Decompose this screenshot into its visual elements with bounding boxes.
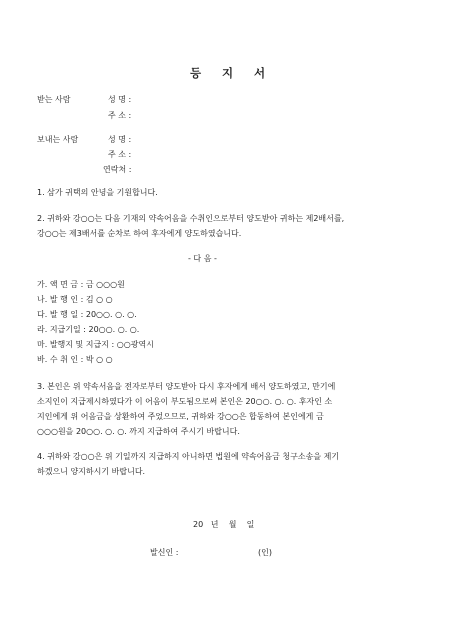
sender-address-label: 주 소 : [108, 150, 132, 159]
title-char-2: 지 [222, 66, 234, 80]
paragraph-3-line-4: ○○○원을 20○○. ○. ○. 까지 지급하여 주시기 바랍니다. [37, 427, 240, 436]
title-char-1: 등 [190, 66, 202, 80]
paragraph-4-line-2: 하겠으니 양지하시기 바랍니다. [37, 467, 146, 476]
paragraph-3-line-1: 3. 본인은 위 약속서음을 전자로부터 양도받아 다시 후자에게 배서 양도하였고, 만기에 [37, 382, 336, 391]
item-due-date: 라. 지급기일 : 20○○. ○. ○. [37, 325, 140, 334]
document-title [0, 68, 450, 82]
paragraph-3-line-2: 소지인이 지급제시하였다가 이 어음이 부도됨으로써 본인은 20○○. ○. ○. 후자인 소 [37, 397, 333, 406]
paragraph-2-line-2: 강○○는 제3배서를 순차로 하여 후자에게 양도하였습니다. [37, 229, 242, 238]
sender-name-label: 성 명 : [108, 135, 132, 144]
paragraph-3-line-3: 지인에게 위 어음금을 상환하여 주었으므로, 귀하와 강○○은 합동하여 본인에게 금 [37, 412, 324, 421]
paragraph-4-line-1: 4. 귀하와 강○○은 위 기일까지 지급하지 아니하면 법원에 약속어음금 청구소송을 제기 [37, 452, 340, 461]
sender-contact-label: 연락처 : [103, 165, 132, 174]
paragraph-2-line-1: 2. 귀하와 강○○는 다음 기재의 약속어음을 수취인으로부터 양도받아 귀하는 제2배서를, [37, 214, 345, 223]
items-heading: - 다 음 - [188, 254, 217, 263]
sender-signature-label: 발신인 : [150, 548, 179, 557]
item-issuer: 나. 발 행 인 : 김 ○ ○ [37, 295, 113, 304]
title-char-3: 서 [254, 66, 266, 80]
paragraph-1: 1. 삼가 귀택의 안녕을 기원합니다. [37, 188, 158, 197]
recipient-label: 받는 사람 [37, 95, 71, 104]
item-issue-date: 다. 발 행 일 : 20○○. ○. ○. [37, 310, 137, 319]
item-place: 마. 발행지 및 지급지 : ○○광역시 [37, 340, 154, 349]
recipient-name-label: 성 명 : [108, 95, 132, 104]
sender-label: 보내는 사람 [37, 135, 79, 144]
date-line: 20 년 월 일 [193, 520, 255, 529]
item-face-amount: 가. 액 면 금 : 금 ○○○원 [37, 280, 125, 289]
seal-mark: (인) [258, 548, 272, 557]
recipient-address-label: 주 소 : [108, 111, 132, 120]
item-payee: 바. 수 취 인 : 박 ○ ○ [37, 355, 113, 364]
